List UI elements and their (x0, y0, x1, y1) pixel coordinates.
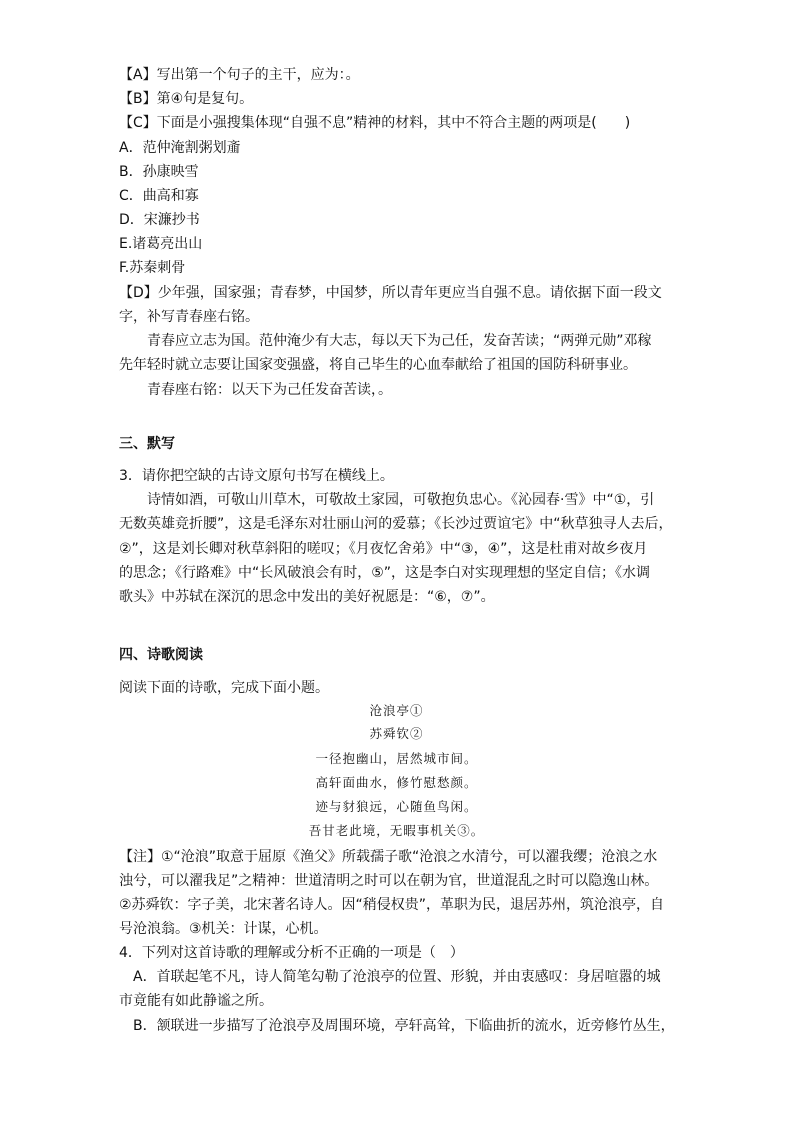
material-paragraph-line1: 青春应立志为国。范仲淹少有大志，每以天下为己任，发奋苦读；“两弹元勋”邓稼 (147, 333, 652, 349)
question-a: 【A】写出第一个句子的主干，应为：。 (119, 67, 360, 83)
poem-line-1: 一径抱幽山，居然城市间。 (315, 751, 478, 766)
poem-line-2: 高轩面曲水，修竹慰愁颜。 (315, 775, 478, 790)
question-3-title: 3．请你把空缺的古诗文原句书写在横线上。 (119, 468, 394, 484)
note-line-3: ②苏舜钦：字子美，北宋著名诗人。因“稍侵权贵”，革职为民，退居苏州，筑沧浪亭，自 (119, 897, 665, 913)
poem-line-4: 吾甘老此境，无暇事机关③。 (308, 823, 485, 838)
note-line-4: 号沧浪翁。③机关：计谋，心机。 (119, 921, 328, 937)
question-b: 【B】第④句是复句。 (119, 91, 254, 107)
option-f: F.苏秦刺骨 (119, 260, 186, 276)
question-4-option-a-line1: A．首联起笔不凡，诗人简笔勾勒了沧浪亭的位置、形貌，并由衷感叹：身居喧嚣的城 (133, 969, 661, 985)
option-d: D．宋濂抄书 (119, 212, 200, 228)
section-3-title: 三、默写 (119, 436, 175, 452)
question-3-line5: 歌头》中苏轼在深沉的思念中发出的美好祝愿是：“⑥，⑦”。 (119, 589, 495, 605)
option-c: C．曲高和寡 (119, 188, 199, 204)
material-paragraph-line2: 先年轻时就立志要让国家变强盛，将自己毕生的心血奉献给了祖国的国防科研事业。 (119, 357, 637, 373)
option-e: E.诸葛亮出山 (119, 236, 203, 252)
question-d-line2: 字，补写青春座右铭。 (119, 309, 259, 325)
note-line-2: 浊兮，可以濯我足”之精神：世道清明之时可以在朝为官，世道混乱之时可以隐逸山林。 (119, 873, 659, 889)
motto-line: 青春座右铭：以天下为己任发奋苦读，。 (147, 382, 392, 398)
reading-intro: 阅读下面的诗歌，完成下面小题。 (119, 680, 329, 696)
poem-author: 苏舜钦② (369, 726, 424, 741)
poem-title: 沧浪亭① (369, 703, 424, 718)
poem-line-3: 迹与豺狼远，心随鱼鸟闲。 (315, 799, 478, 814)
question-d-line1: 【D】少年强，国家强；青春梦，中国梦，所以青年更应当自强不息。请依据下面一段文 (119, 285, 662, 301)
question-4-title: 4．下列对这首诗歌的理解或分析不正确的一项是（ ） (119, 945, 464, 961)
note-line-1: 【注】①“沧浪”取意于屈原《渔父》所载孺子歌“沧浪之水清兮，可以濯我缨；沧浪之水 (119, 849, 658, 865)
section-4-title: 四、诗歌阅读 (119, 647, 203, 663)
question-4-option-b-line1: B．颔联进一步描写了沧浪亭及周围环境，亭轩高耸，下临曲折的流水，近旁修竹丛生， (133, 1018, 675, 1034)
question-4-option-a-line2: 市竟能有如此静谧之所。 (119, 993, 273, 1009)
question-c: 【C】下面是小强搜集体现“自强不息”精神的材料，其中不符合主题的两项是( ) (119, 115, 631, 131)
question-3-line1: 诗情如酒，可敬山川草木，可敬故土家园，可敬抱负忠心。《沁园春·雪》中“①，引 (147, 492, 655, 508)
question-3-line3: ②”，这是刘长卿对秋草斜阳的嗟叹；《月夜忆舍弟》中“③，④”，这是杜甫对故乡夜月 (119, 541, 648, 557)
option-a: A．范仲淹割粥划齑 (119, 140, 241, 156)
option-b: B．孙康映雪 (119, 164, 199, 180)
question-3-line4: 的思念；《行路难》中“长风破浪会有时，⑤”，这是李白对实现理想的坚定自信；《水调 (119, 565, 651, 581)
question-3-line2: 无数英雄竞折腰”，这是毛泽东对壮丽山河的爱慕；《长沙过贾谊宅》中“秋草独寻人去后， (119, 516, 673, 532)
